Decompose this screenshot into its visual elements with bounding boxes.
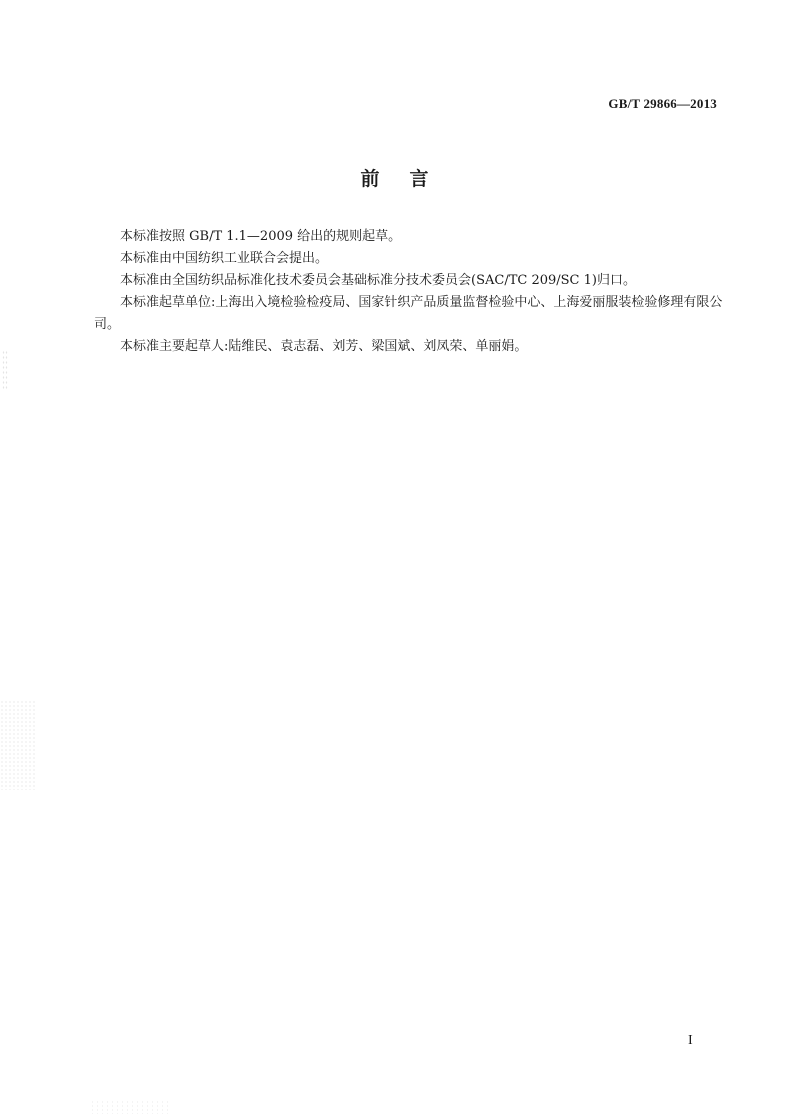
standard-code: GB/T 29866—2013 (608, 96, 717, 111)
paragraph: 本标准主要起草人:陆维民、袁志磊、刘芳、梁国斌、刘凤荣、单丽娟。 (120, 339, 528, 354)
paragraph: 本标准按照 GB/T 1.1—2009 给出的规则起草。 (120, 229, 402, 244)
scan-artifact (2, 350, 8, 390)
scan-artifact (0, 700, 36, 790)
paragraph: 本标准起草单位:上海出入境检验检疫局、国家针织产品质量监督检验中心、上海爱丽服装检验修理有限公司。 (94, 295, 723, 332)
page-number: I (688, 1033, 693, 1048)
paragraph: 本标准由中国纺织工业联合会提出。 (120, 251, 329, 266)
paragraph: 本标准由全国纺织品标准化技术委员会基础标准分技术委员会(SAC/TC 209/SC 1)归口。 (120, 273, 636, 288)
foreword-body (94, 226, 724, 358)
scan-artifact (90, 1100, 170, 1114)
page-title: 前言 (360, 168, 459, 190)
